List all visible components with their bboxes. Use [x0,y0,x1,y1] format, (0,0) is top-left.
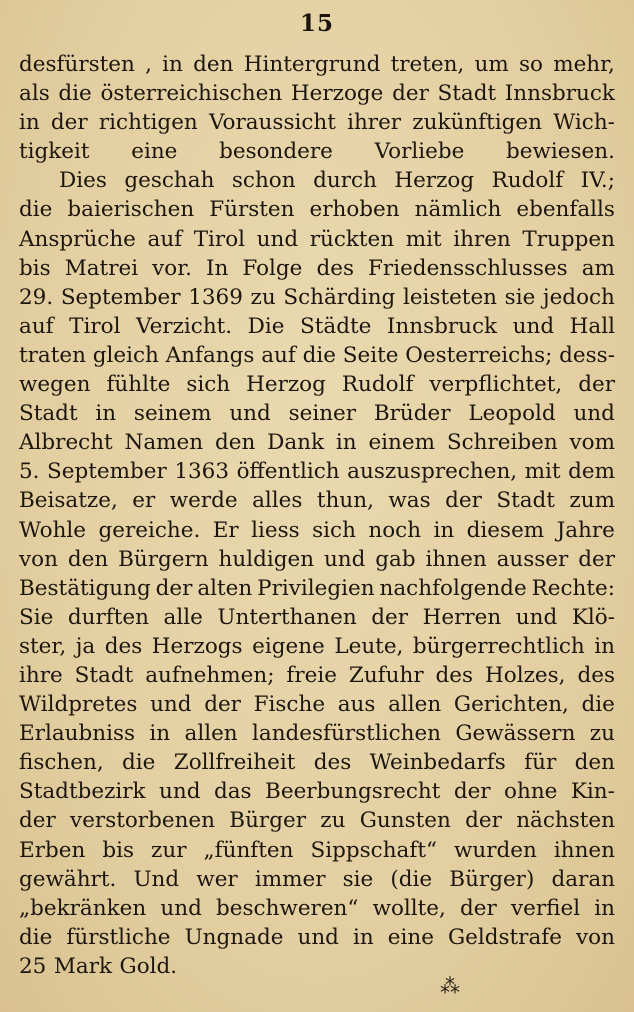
word: alles [252,488,303,514]
word: die [58,81,92,107]
word: zur [151,837,187,863]
word: huldigen [218,546,315,572]
word: Hintergrund [243,52,381,77]
word: „fünften [203,837,294,863]
word: tigkeit [19,139,90,165]
word: ohne [504,779,558,805]
text-line [19,283,615,312]
word: wollte, [372,895,446,921]
word: verpflichtet, [429,372,563,398]
word: gereiche. [98,517,201,543]
word: die [19,924,53,950]
word: den [193,52,234,77]
word: ihnen [553,837,615,863]
word: eine [131,139,178,165]
text-line [19,137,615,166]
word: der [578,372,615,398]
word: nämlich [414,197,502,223]
word: für [524,750,557,776]
word: seiner [288,401,357,427]
word: 5. [19,459,40,485]
word: besondere [219,139,333,165]
word: Schärding [283,284,396,310]
word: des [577,662,615,688]
word: der [50,110,88,136]
word: liess [251,517,300,543]
word: thun, [316,488,374,514]
word: diesem [466,517,545,543]
word: was [388,488,431,514]
text-line [19,370,615,399]
word: Holzes, [485,662,566,688]
word: dem [568,459,615,485]
word: Rudolf [341,372,414,398]
word: in [19,110,40,136]
word: Vorliebe [374,139,465,165]
word: in [335,430,357,456]
word: ja [75,633,96,659]
word: jedoch [542,284,615,310]
word: eine [387,924,434,950]
word: in [149,721,171,747]
word: der [465,808,502,834]
word: Herzog [246,372,326,398]
word: Tirol [193,226,246,252]
word: zu [589,721,615,747]
word: der [460,895,497,921]
text-line [19,806,615,835]
word: Hall [569,313,615,339]
word: Herzogs [151,633,243,659]
word: bis [102,837,135,863]
word: Seite [342,342,399,368]
word: und [515,604,558,630]
word: ster, [19,633,67,659]
word: und [573,401,615,427]
word: baierischen [67,197,195,223]
word: in [352,924,374,950]
word: durch [313,168,377,194]
word: den [214,430,256,456]
word: „bekränken [19,895,147,921]
word: verstorbenen [70,808,215,834]
word: , [145,52,152,77]
word: Kin- [570,779,615,805]
word: Herren [422,604,502,630]
word: in [594,633,615,659]
word: um [474,52,509,77]
word: vom [569,430,615,456]
body-text [19,50,615,981]
word: noch [368,517,422,543]
word: daran [551,866,615,892]
word: 29. [19,284,54,310]
word: Erben [19,837,86,863]
word: Beisatze, [19,488,118,514]
word: Stadtbezirk [19,779,146,805]
word: auf [147,226,183,252]
text-line [19,574,615,603]
word: mit [524,459,561,485]
word: der [445,488,482,514]
text-line [19,108,615,137]
word: leisteten [402,284,498,310]
word: mehr, [553,52,615,77]
word: ihnen [425,546,487,572]
word: treten, [390,52,465,77]
word: September [60,284,181,310]
text-line [19,923,615,952]
word: so [518,52,543,77]
text-line [19,166,615,195]
word: Voraussicht [208,110,336,136]
word: nachfolgende [379,575,527,601]
text-line [19,836,615,865]
word: Bürgern [118,546,209,572]
text-line [19,748,615,777]
word: auszusprechen, [347,459,518,485]
word: Fürsten [209,197,295,223]
word: Herzog [394,168,475,194]
word: den [67,546,109,572]
word: 25 [19,953,47,979]
word: und [150,692,192,718]
word: Leute, [334,633,404,659]
word: der [392,81,429,107]
word: Folge [242,255,303,281]
word: bis [19,255,51,281]
word: 1363 [174,459,230,485]
word: zu [320,808,346,834]
text-line [19,777,615,806]
word: verfiel [510,895,581,921]
word: wurden [453,837,537,863]
text-line [19,341,615,370]
word: Brüder [373,401,451,427]
word: Wildpretes [19,692,138,718]
word: Innsbruck [504,81,615,107]
word: immer [254,866,326,892]
text-line [19,690,615,719]
word: Unterthanen [217,604,357,630]
text-line [19,399,615,428]
word: der [155,575,193,601]
word: Ungnade [184,924,284,950]
word: alten [197,575,253,601]
word: der [19,808,56,834]
word: IV.; [580,168,615,194]
word: seinem [133,401,212,427]
word: Dies [59,168,107,194]
word: und [229,401,271,427]
text-line [19,632,615,661]
word: in [95,401,117,427]
word: von [575,924,615,950]
text-line [19,312,615,341]
word: Zollfreiheit [173,750,296,776]
word: eigene [252,633,325,659]
word: der [578,546,615,572]
word: erhoben [309,197,400,223]
text-line [19,428,615,457]
word: vor. [152,255,192,281]
word: zukünftigen [412,110,542,136]
word: auf [19,313,54,339]
word: Tirol [69,313,121,339]
word: den [574,750,615,776]
word: dess- [559,342,615,368]
page-number: 15 [299,10,334,37]
word: wegen [19,372,91,398]
asterism-ornament: ⁂ [440,974,458,998]
word: Er [212,517,239,543]
word: gewährt. [19,866,117,892]
word: Jahre [556,517,615,543]
word: Matrei [64,255,139,281]
word: Privilegien [257,575,375,601]
word: Bestätigung [19,575,151,601]
word: und [297,924,339,950]
word: Beerbungsrecht [265,779,441,805]
word: sich [312,517,356,543]
text-line [19,225,615,254]
word: einem [368,430,436,456]
word: die [122,750,156,776]
word: bürgerrechtlich [412,633,585,659]
word: Weinbedarfs [369,750,506,776]
word: fühlte [106,372,171,398]
word: als [19,81,50,107]
word: ihren [453,226,511,252]
word: desfürsten [19,52,135,77]
word: landesfürstlichen [252,721,442,747]
word: werde [169,488,238,514]
word: September [47,459,167,485]
text-line [19,894,615,923]
word: allen [388,692,442,718]
text-line [19,254,615,283]
word: Sie [19,604,54,630]
word: Wich- [553,110,615,136]
word: 1369 [188,284,243,310]
word: Leopold [468,401,556,427]
word: die [581,692,615,718]
word: auf [261,342,296,368]
word: des [313,750,352,776]
word: Stadt [19,401,78,427]
word: sich [186,372,231,398]
word: ebenfalls [516,197,615,223]
word: er [132,488,156,514]
word: Friedensschlusses [368,255,568,281]
word: beschweren“ [216,895,359,921]
word: des [316,255,354,281]
text-line [19,195,615,224]
word: durften [67,604,149,630]
word: fischen, [19,750,104,776]
word: rückten [309,226,395,252]
text-line [19,50,615,79]
word: Wohle [19,517,87,543]
word: Dank [267,430,325,456]
word: In [205,255,229,281]
text-line [19,719,615,748]
word: Städte [300,313,372,339]
word: am [581,255,615,281]
text-line [19,545,615,574]
word: und [256,226,299,252]
word: nächsten [516,808,615,834]
word: aus [337,692,376,718]
word: gleich [92,342,159,368]
word: Zufuhr [348,662,424,688]
word: Schreiben [446,430,558,456]
word: schon [231,168,296,194]
word: ihre [19,662,63,688]
word: der [204,692,241,718]
word: Erlaubniss [19,721,136,747]
word: Geldstrafe [447,924,562,950]
word: Gewässern [455,721,576,747]
text-line [19,603,615,632]
word: ihrer [347,110,402,136]
word: Mark [53,953,113,979]
word: (die [390,866,433,892]
word: mit [405,226,442,252]
word: richtigen [98,110,198,136]
word: Gunsten [359,808,451,834]
word: Und [133,866,180,892]
word: wer [196,866,238,892]
word: Sippschaft“ [310,837,437,863]
word: sie [504,284,536,310]
word: Fische [253,692,326,718]
word: fürstliche [66,924,171,950]
word: zu [250,284,276,310]
word: Rudolf [491,168,564,194]
word: sie [342,866,374,892]
word: des [104,633,143,659]
word: Innsbruck [386,313,498,339]
word: Albrecht [19,430,113,456]
word: freie [286,662,337,688]
word: ausser [496,546,569,572]
word: Stadt [437,81,497,107]
text-line [19,661,615,690]
word: traten [19,342,86,368]
word: Namen [124,430,204,456]
word: Ansprüche [19,226,136,252]
word: Rechte: [531,575,615,601]
word: und [323,546,366,572]
text-line [19,457,615,486]
word: bewiesen. [506,139,615,165]
word: alle [163,604,203,630]
word: Anfangs [165,342,255,368]
word: aufnehmen; [145,662,275,688]
word: von [19,546,58,572]
word: in [162,52,183,77]
word: Herzoge [290,81,384,107]
word: gab [375,546,416,572]
word: Klö- [571,604,615,630]
text-line [19,865,615,894]
word: der [453,779,491,805]
text-line [19,486,615,515]
word: Die [247,313,285,339]
word: Verzicht. [136,313,233,339]
word: Gerichten, [453,692,569,718]
word: die [19,197,53,223]
word: und [160,895,202,921]
word: allen [184,721,238,747]
word: Bürger [229,808,306,834]
word: in [433,517,455,543]
word: des [435,662,474,688]
word: Bürger) [449,866,535,892]
word: Truppen [522,226,615,252]
word: Oesterreichs; [405,342,553,368]
word: und [512,313,555,339]
word: zum [569,488,615,514]
word: Gold. [119,953,178,979]
word: geschah [124,168,215,194]
word: die [302,342,337,368]
text-line [19,952,615,981]
word: und [159,779,201,805]
text-line [19,79,615,108]
text-line [19,516,615,545]
word: das [213,779,252,805]
word: öffentlich [236,459,340,485]
word: der [371,604,409,630]
word: österreichischen [100,81,283,107]
word: in [594,895,615,921]
word: Stadt [74,662,134,688]
word: Stadt [496,488,555,514]
